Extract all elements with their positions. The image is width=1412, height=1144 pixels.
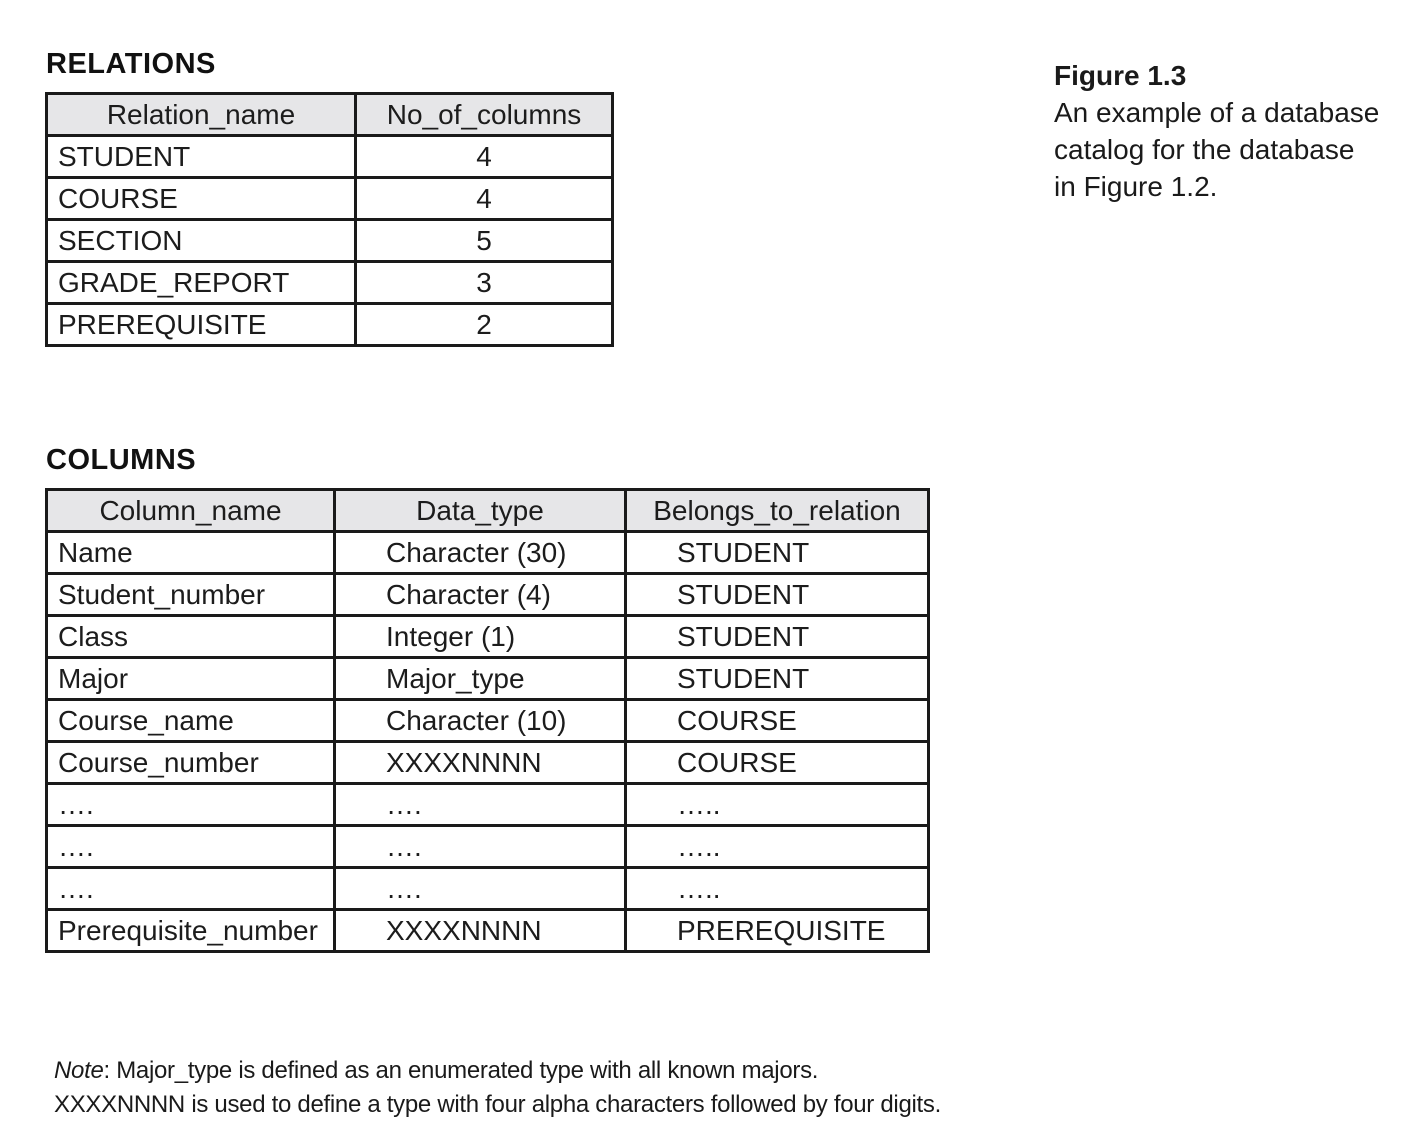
note-line-2: XXXXNNNN is used to define a type with four alpha characters followed by four digits. <box>54 1091 941 1118</box>
note-label: Note <box>54 1057 104 1084</box>
column-name-cell: …. <box>47 868 335 910</box>
column-name-cell: Major <box>47 658 335 700</box>
column-name-cell: Course_name <box>47 700 335 742</box>
data-type-cell: XXXXNNNN <box>335 742 626 784</box>
table-row <box>47 220 613 262</box>
data-type-cell: Character (10) <box>335 700 626 742</box>
table-row <box>47 868 929 910</box>
column-name-cell: Prerequisite_number <box>47 910 335 952</box>
belongs-to-relation-cell: STUDENT <box>626 616 929 658</box>
data-type-cell: …. <box>335 868 626 910</box>
header-no-of-columns: No_of_columns <box>356 94 613 136</box>
belongs-to-relation-cell: STUDENT <box>626 574 929 616</box>
belongs-to-relation-cell: ….. <box>626 784 929 826</box>
column-name-cell: …. <box>47 826 335 868</box>
belongs-to-relation-cell: STUDENT <box>626 532 929 574</box>
table-row <box>47 178 613 220</box>
header-column-name: Column_name <box>47 490 335 532</box>
column-name-cell: Class <box>47 616 335 658</box>
column-name-cell: Student_number <box>47 574 335 616</box>
no-of-columns-cell: 2 <box>356 304 613 346</box>
table-row <box>47 616 929 658</box>
relation-name-cell: STUDENT <box>47 136 356 178</box>
belongs-to-relation-cell: ….. <box>626 826 929 868</box>
figure-caption <box>1054 57 1404 205</box>
note-line-1 <box>54 1054 941 1088</box>
no-of-columns-cell: 5 <box>356 220 613 262</box>
belongs-to-relation-cell: STUDENT <box>626 658 929 700</box>
belongs-to-relation-cell: COURSE <box>626 700 929 742</box>
relation-name-cell: GRADE_REPORT <box>47 262 356 304</box>
columns-title: COLUMNS <box>46 444 197 476</box>
table-row <box>47 262 613 304</box>
column-name-cell: Course_number <box>47 742 335 784</box>
figure-label: Figure 1.3 <box>1054 60 1187 91</box>
table-row <box>47 742 929 784</box>
belongs-to-relation-cell: ….. <box>626 868 929 910</box>
relation-name-cell: COURSE <box>47 178 356 220</box>
relations-table <box>45 92 614 347</box>
data-type-cell: …. <box>335 826 626 868</box>
data-type-cell: Character (4) <box>335 574 626 616</box>
relations-header-row <box>47 94 613 136</box>
column-name-cell: …. <box>47 784 335 826</box>
caption-line: An example of a database <box>1054 97 1380 128</box>
table-row <box>47 574 929 616</box>
columns-header-row <box>47 490 929 532</box>
data-type-cell: XXXXNNNN <box>335 910 626 952</box>
no-of-columns-cell: 3 <box>356 262 613 304</box>
table-row <box>47 700 929 742</box>
header-data-type: Data_type <box>335 490 626 532</box>
caption-line: in Figure 1.2. <box>1054 171 1218 202</box>
table-row <box>47 658 929 700</box>
table-row <box>47 304 613 346</box>
header-belongs-to-relation: Belongs_to_relation <box>626 490 929 532</box>
belongs-to-relation-cell: PREREQUISITE <box>626 910 929 952</box>
table-row <box>47 136 613 178</box>
caption-line: catalog for the database <box>1054 134 1355 165</box>
footnote <box>54 1054 941 1122</box>
note-text: : Major_type is defined as an enumerated type with all known majors. <box>103 1057 819 1084</box>
columns-table <box>45 488 930 953</box>
data-type-cell: Integer (1) <box>335 616 626 658</box>
data-type-cell: Major_type <box>335 658 626 700</box>
table-row <box>47 826 929 868</box>
table-row <box>47 532 929 574</box>
relations-title: RELATIONS <box>46 48 216 80</box>
no-of-columns-cell: 4 <box>356 136 613 178</box>
header-relation-name: Relation_name <box>47 94 356 136</box>
no-of-columns-cell: 4 <box>356 178 613 220</box>
belongs-to-relation-cell: COURSE <box>626 742 929 784</box>
table-row <box>47 784 929 826</box>
relation-name-cell: SECTION <box>47 220 356 262</box>
table-row <box>47 910 929 952</box>
column-name-cell: Name <box>47 532 335 574</box>
relation-name-cell: PREREQUISITE <box>47 304 356 346</box>
data-type-cell: Character (30) <box>335 532 626 574</box>
data-type-cell: …. <box>335 784 626 826</box>
